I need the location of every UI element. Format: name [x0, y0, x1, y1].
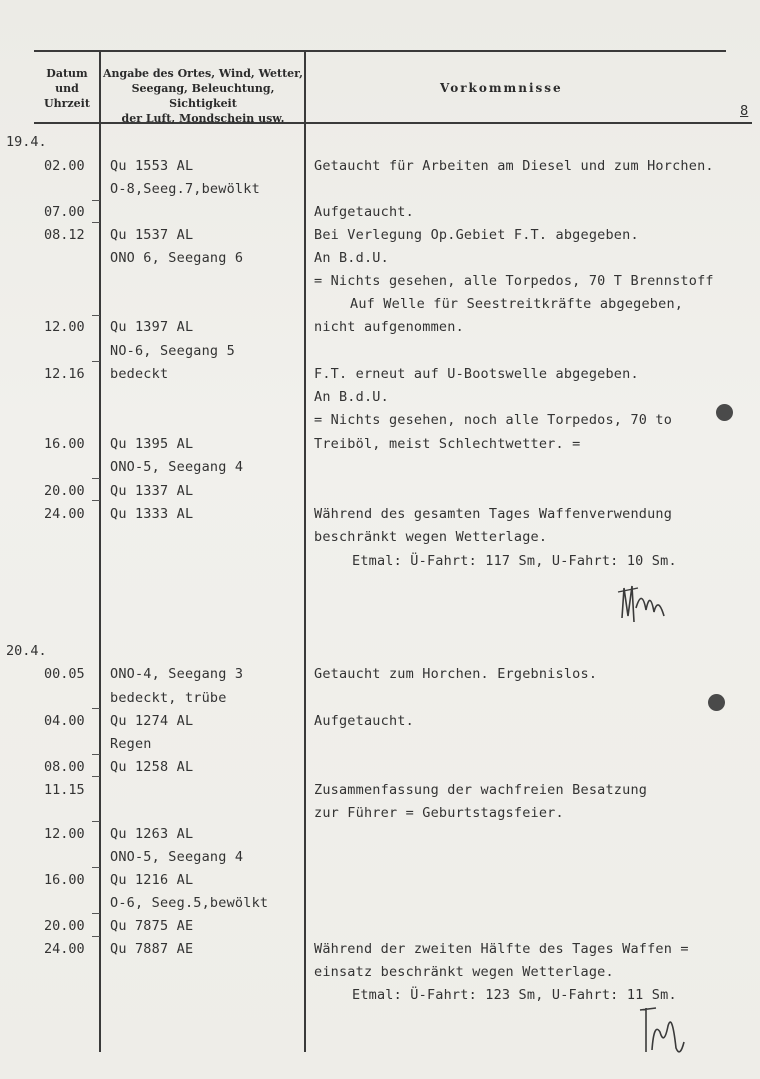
event-entry: Bei Verlegung Op.Gebiet F.T. abgegeben. — [314, 227, 639, 243]
page-number: 8 — [740, 104, 749, 119]
event-entry: An B.d.U. — [314, 250, 389, 266]
time-entry: 02.00 — [44, 158, 85, 174]
place-entry: Qu 1397 AL — [110, 319, 194, 335]
place-entry: Qu 1263 AL — [110, 826, 194, 842]
time-entry: 16.00 — [44, 872, 85, 888]
place-entry: bedeckt, trübe — [110, 690, 227, 706]
event-entry: nicht aufgenommen. — [314, 319, 464, 335]
row-tick — [92, 936, 100, 937]
header-date-line: Uhrzeit — [44, 97, 90, 110]
header-place-line: der Luft, Mondschein usw. — [121, 112, 285, 125]
time-entry: 24.00 — [44, 941, 85, 957]
place-entry: ONO-4, Seegang 3 — [110, 666, 244, 682]
row-tick — [92, 708, 100, 709]
time-entry: 12.16 — [44, 366, 85, 382]
time-entry: 11.15 — [44, 782, 85, 798]
place-entry: ONO-5, Seegang 4 — [110, 459, 244, 475]
event-entry: Während der zweiten Hälfte des Tages Waffen = — [314, 941, 689, 957]
place-entry: Qu 1395 AL — [110, 436, 194, 452]
event-entry: zur Führer = Geburtstagsfeier. — [314, 805, 564, 821]
event-entry: Während des gesamten Tages Waffenverwendung — [314, 506, 673, 522]
header-col-date — [36, 66, 98, 111]
event-entry: Aufgetaucht. — [314, 204, 414, 220]
event-entry: Etmal: Ü-Fahrt: 123 Sm, U-Fahrt: 11 Sm. — [352, 987, 677, 1003]
header-top-rule — [34, 50, 726, 52]
event-entry: Getaucht für Arbeiten am Diesel und zum Horchen. — [314, 158, 714, 174]
row-tick — [92, 315, 100, 316]
row-tick — [92, 754, 100, 755]
column-rule-place — [304, 52, 306, 1052]
time-entry: 12.00 — [44, 319, 85, 335]
row-tick — [92, 867, 100, 868]
ink-blot — [708, 694, 725, 711]
time-entry: 08.12 — [44, 227, 85, 243]
signature-initials — [614, 578, 674, 636]
place-entry: NO-6, Seegang 5 — [110, 343, 235, 359]
header-col-place — [102, 66, 304, 126]
place-entry: Qu 7875 AE — [110, 918, 194, 934]
signature-initials — [630, 1002, 690, 1064]
row-tick — [92, 222, 100, 223]
row-tick — [92, 478, 100, 479]
event-entry: Getaucht zum Horchen. Ergebnislos. — [314, 666, 598, 682]
row-tick — [92, 500, 100, 501]
row-tick — [92, 776, 100, 777]
day-date: 20.4. — [6, 643, 47, 659]
event-entry: beschränkt wegen Wetterlage. — [314, 529, 548, 545]
time-entry: 04.00 — [44, 713, 85, 729]
event-entry: = Nichts gesehen, alle Torpedos, 70 T Brennstoff — [314, 273, 714, 289]
time-entry: 20.00 — [44, 483, 85, 499]
event-entry: Auf Welle für Seestreitkräfte abgegeben, — [350, 296, 684, 312]
event-entry: einsatz beschränkt wegen Wetterlage. — [314, 964, 614, 980]
time-entry: 16.00 — [44, 436, 85, 452]
place-entry: Qu 1333 AL — [110, 506, 194, 522]
event-entry: F.T. erneut auf U-Bootswelle abgegeben. — [314, 366, 639, 382]
time-entry: 12.00 — [44, 826, 85, 842]
time-entry: 00.05 — [44, 666, 85, 682]
time-entry: 08.00 — [44, 759, 85, 775]
place-entry: ONO 6, Seegang 6 — [110, 250, 244, 266]
place-entry: O-8,Seeg.7,bewölkt — [110, 181, 260, 197]
place-entry: Qu 1216 AL — [110, 872, 194, 888]
place-entry: O-6, Seeg.5,bewölkt — [110, 895, 269, 911]
place-entry: Qu 1258 AL — [110, 759, 194, 775]
time-entry: 20.00 — [44, 918, 85, 934]
event-entry: Aufgetaucht. — [314, 713, 414, 729]
time-entry: 24.00 — [44, 506, 85, 522]
header-place-line: Angabe des Ortes, Wind, Wetter, — [102, 67, 304, 80]
row-tick — [92, 200, 100, 201]
event-entry: Treiböl, meist Schlechtwetter. = — [314, 436, 581, 452]
event-entry: Zusammenfassung der wachfreien Besatzung — [314, 782, 648, 798]
row-tick — [92, 913, 100, 914]
ink-blot — [716, 404, 733, 421]
time-entry: 07.00 — [44, 204, 85, 220]
event-entry: An B.d.U. — [314, 389, 389, 405]
place-entry: bedeckt — [110, 366, 169, 382]
place-entry: ONO-5, Seegang 4 — [110, 849, 244, 865]
place-entry: Qu 1337 AL — [110, 483, 194, 499]
event-entry: Etmal: Ü-Fahrt: 117 Sm, U-Fahrt: 10 Sm. — [352, 553, 677, 569]
event-entry: = Nichts gesehen, noch alle Torpedos, 70 to — [314, 412, 673, 428]
place-entry: Qu 7887 AE — [110, 941, 194, 957]
place-entry: Qu 1553 AL — [110, 158, 194, 174]
column-rule-date — [99, 52, 101, 1052]
header-date-line: Datum — [46, 67, 88, 80]
row-tick — [92, 361, 100, 362]
header-date-line: und — [55, 82, 79, 95]
place-entry: Qu 1274 AL — [110, 713, 194, 729]
day-date: 19.4. — [6, 134, 47, 150]
row-tick — [92, 821, 100, 822]
place-entry: Qu 1537 AL — [110, 227, 194, 243]
place-entry: Regen — [110, 736, 152, 752]
header-place-line: Seegang, Beleuchtung, Sichtigkeit — [131, 82, 275, 110]
header-col-events: Vorkommnisse — [440, 81, 563, 95]
